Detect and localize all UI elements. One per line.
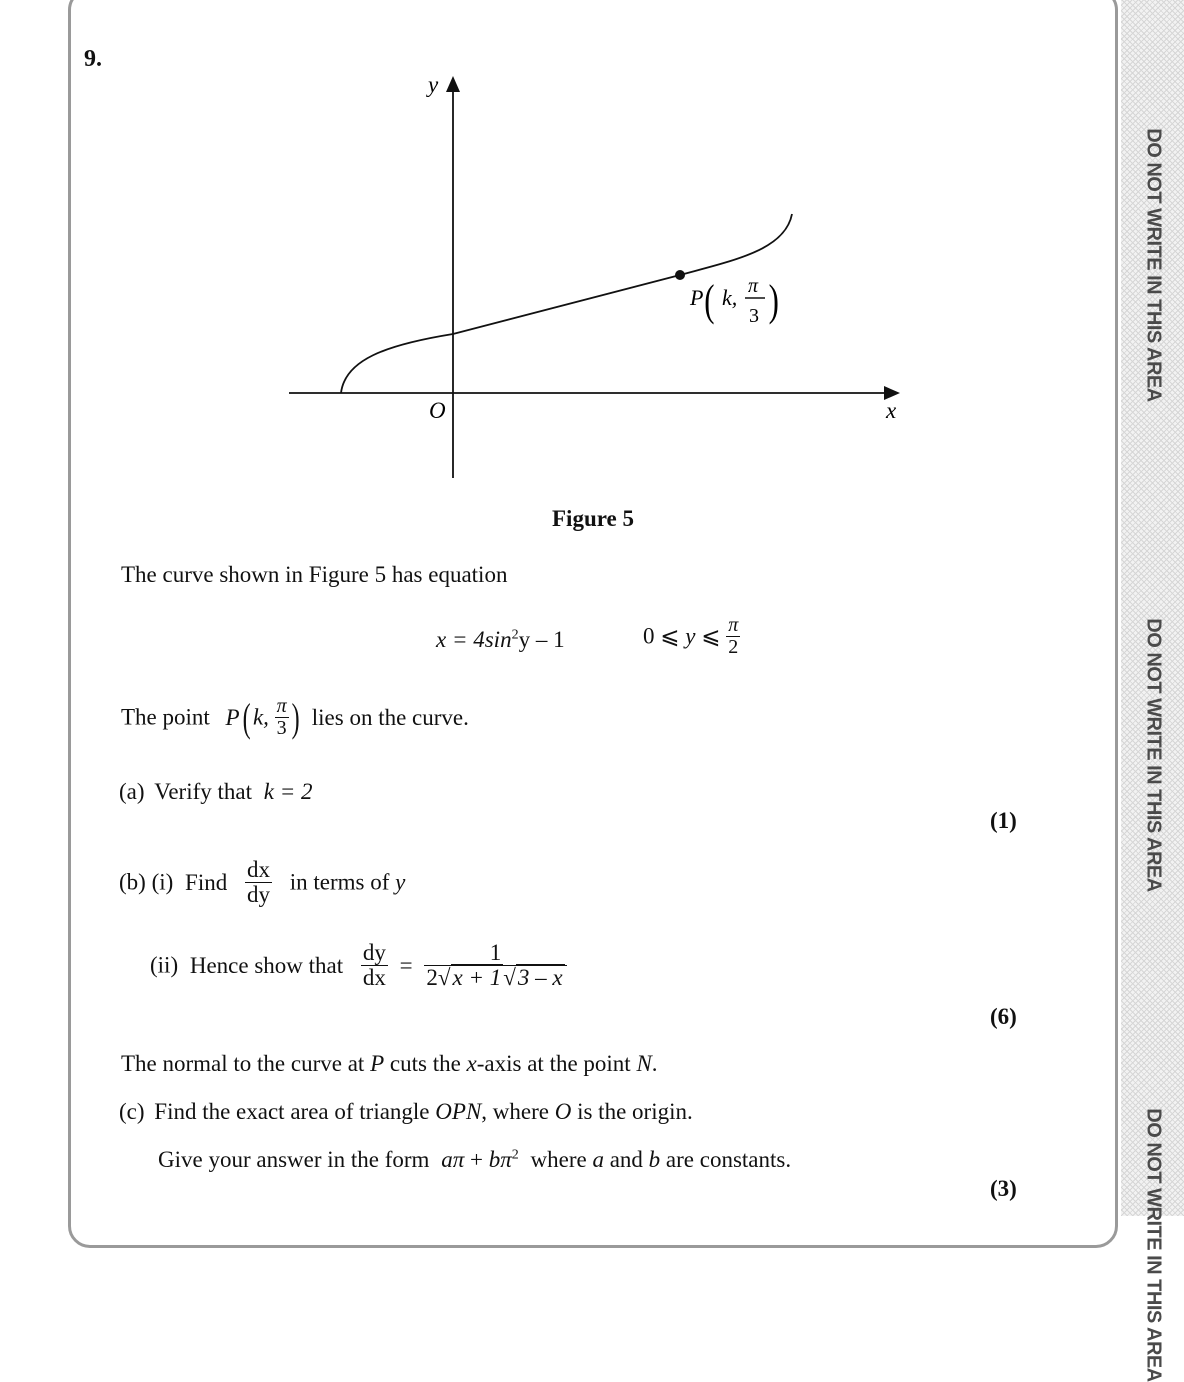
dy-denominator: dy: [246, 882, 270, 908]
part-c-and: and: [609, 1147, 643, 1172]
eq-x-part: x = 4sin: [436, 627, 512, 652]
part-c-square: 2: [511, 1147, 519, 1163]
figure-caption: Figure 5: [552, 506, 634, 531]
normal-P: P: [370, 1051, 385, 1076]
point-p-pi: π: [748, 275, 759, 297]
part-c-label: (c): [119, 1099, 145, 1124]
range-two: 2: [726, 636, 740, 658]
part-c-text-3: is the origin.: [577, 1099, 693, 1124]
part-c-give-2: where: [530, 1147, 587, 1172]
dx-numerator: dx: [246, 857, 270, 882]
intro-text: The curve shown in Figure 5 has equation: [121, 562, 508, 587]
part-b-i-label: (i): [151, 869, 174, 895]
range-pi: π: [728, 614, 739, 636]
normal-text-2: cuts the: [389, 1051, 461, 1076]
point-left-paren: (: [242, 694, 251, 740]
range-fraction: [726, 615, 740, 658]
point-three: 3: [275, 717, 289, 739]
part-b-ii-label: (ii): [150, 952, 179, 978]
point-fraction: [275, 696, 289, 739]
part-b-label: (b): [119, 869, 146, 895]
point-p-label: P: [690, 285, 704, 310]
origin-label: O: [429, 398, 446, 423]
part-c-give-1: Give your answer in the form: [158, 1147, 430, 1172]
part-c-b: b: [648, 1147, 661, 1172]
range-left: 0 ⩽: [643, 623, 686, 649]
point-p-three: 3: [749, 305, 759, 327]
normal-text-1: The normal to the curve at: [121, 1051, 365, 1076]
part-b-marks: (6): [990, 1004, 1017, 1029]
x-axis-label: x: [886, 398, 897, 423]
part-b-i-text: Find: [185, 869, 228, 895]
part-c-text-1: Find the exact area of triangle: [154, 1099, 430, 1124]
point-pi: π: [276, 695, 287, 717]
part-b-ii: [150, 941, 567, 990]
normal-N: N: [636, 1051, 652, 1076]
range-y: y: [685, 623, 696, 649]
sqrt-x-plus-1: √x + 1: [437, 965, 502, 991]
part-c-api: aπ: [441, 1147, 465, 1172]
eq-square: 2: [511, 627, 519, 643]
part-a-marks: (1): [990, 808, 1017, 833]
sqrt-3-minus-x: √3 – x: [503, 965, 563, 991]
range-mid: ⩽: [695, 623, 727, 649]
dy-dx-fraction: [361, 941, 388, 990]
point-p-right-paren: ): [768, 276, 779, 326]
dx-dy-fraction: [245, 858, 272, 907]
part-c-plus: +: [464, 1147, 489, 1172]
result-denominator: [424, 965, 566, 990]
dy-numerator: dy: [362, 940, 386, 965]
margin-warning-2: DO NOT WRITE IN THIS AREA: [1142, 618, 1165, 892]
normal-x: x: [466, 1051, 477, 1076]
part-a-label: (a): [119, 779, 145, 804]
normal-sentence: [121, 1051, 658, 1077]
part-c: [119, 1099, 693, 1125]
range-condition: [643, 615, 740, 658]
result-two: 2: [426, 965, 438, 991]
part-c-a: a: [592, 1147, 604, 1172]
part-b-i-tail: in terms of: [289, 869, 390, 895]
part-a: [119, 779, 312, 805]
part-c-opn: OPN: [435, 1099, 482, 1124]
point-sentence: [121, 696, 469, 739]
point-tail: lies on the curve.: [311, 704, 469, 730]
part-a-text: Verify that: [154, 779, 252, 804]
part-c-marks: (3): [990, 1176, 1017, 1201]
normal-text-4: .: [651, 1051, 658, 1076]
margin-warning-1: DO NOT WRITE IN THIS AREA: [1142, 128, 1165, 402]
point-right-paren: ): [291, 694, 300, 740]
part-b-i-var: y: [395, 869, 406, 895]
eq-y-part: y – 1: [518, 627, 565, 652]
point-lead: The point: [121, 704, 210, 730]
part-b-i: [119, 858, 405, 907]
part-b-ii-text: Hence show that: [189, 952, 344, 978]
part-c-give-3: are constants.: [665, 1147, 792, 1172]
part-c-form: [158, 1147, 791, 1173]
point-P: P: [225, 704, 240, 730]
result-fraction: [424, 941, 566, 990]
equals-sign: =: [399, 952, 413, 978]
result-numerator: 1: [489, 940, 502, 965]
part-c-text-2: , where: [481, 1099, 549, 1124]
point-p-left-paren: (: [704, 276, 715, 326]
point-p-k: k,: [722, 285, 738, 310]
margin-warning-3: DO NOT WRITE IN THIS AREA: [1142, 1108, 1165, 1382]
y-axis-label: y: [428, 72, 439, 97]
part-c-O: O: [554, 1099, 572, 1124]
part-a-expr: k = 2: [263, 779, 313, 804]
figure-5: [0, 0, 1184, 500]
y-axis-arrow: [446, 76, 460, 92]
dx-denominator: dx: [362, 965, 386, 991]
part-c-bpi: bπ: [488, 1147, 512, 1172]
question-number: 9.: [84, 46, 102, 72]
point-k: k,: [252, 704, 269, 730]
curve-equation: [436, 627, 565, 653]
normal-text-3: -axis at the point: [476, 1051, 631, 1076]
point-p-marker: [675, 270, 685, 280]
